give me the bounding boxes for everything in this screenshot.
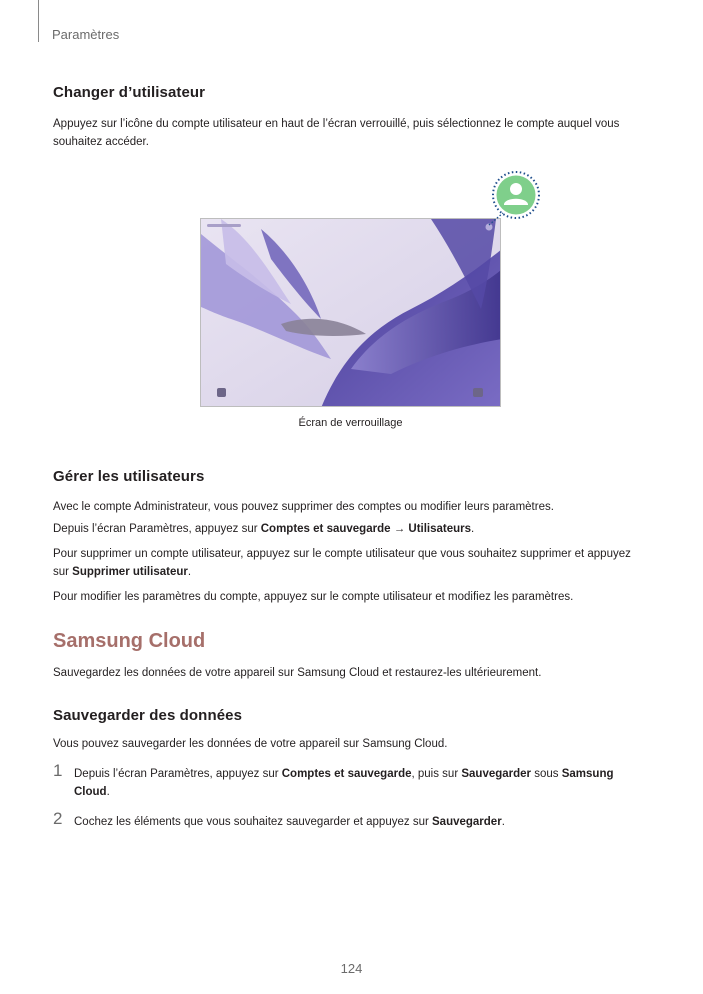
- manage-users-paragraph-2: Depuis l’écran Paramètres, appuyez sur Comptes et sauvegarde → Utilisateurs.: [53, 523, 475, 535]
- step-number-1: 1: [53, 761, 63, 780]
- switch-user-body: Appuyez sur l’icône du compte utilisateur en haut de l’écran verrouillé, puis sélectionnez le compte auquel vous souhaitez accéder.: [53, 118, 620, 148]
- section-title-backup: Sauvegarder des données: [53, 707, 243, 724]
- chapter-title-samsung-cloud: Samsung Cloud: [53, 630, 206, 652]
- backup-intro: Vous pouvez sauvegarder les données de votre appareil sur Samsung Cloud.: [53, 738, 448, 750]
- section-title-manage-users: Gérer les utilisateurs: [53, 468, 205, 485]
- step-number-2: 2: [53, 809, 63, 828]
- menu-path-accounts-backup: Comptes et sauvegarde: [260, 523, 391, 535]
- samsung-cloud-intro: Sauvegardez les données de votre appareil sur Samsung Cloud et restaurez-les ultérieurement.: [53, 667, 542, 679]
- user-account-icon: [491, 170, 541, 220]
- menu-option-delete-user: Supprimer utilisateur: [72, 566, 188, 578]
- lock-screen-illustration: [200, 218, 501, 407]
- step-1-text: Depuis l’écran Paramètres, appuyez sur Comptes et sauvegarde, puis sur Sauvegarder sous Samsung Cloud.: [74, 768, 614, 798]
- figure-caption: Écran de verrouillage: [298, 417, 403, 429]
- manage-users-paragraph-3: Pour supprimer un compte utilisateur, appuyez sur le compte utilisateur que vous souhaitez supprimer et appuyez sur Supprimer utilisateur.: [53, 548, 631, 578]
- running-header: Paramètres: [52, 27, 120, 42]
- lock-screen-wallpaper: [201, 219, 501, 407]
- manage-users-paragraph-1: Avec le compte Administrateur, vous pouvez supprimer des comptes ou modifier leurs paramètres.: [53, 501, 554, 513]
- user-account-callout: [491, 170, 541, 220]
- step-2-text: Cochez les éléments que vous souhaitez sauvegarder et appuyez sur Sauvegarder.: [74, 816, 505, 828]
- manage-users-paragraph-4: Pour modifier les paramètres du compte, appuyez sur le compte utilisateur et modifiez les paramètres.: [53, 591, 574, 603]
- margin-rule: [38, 0, 39, 42]
- menu-path-users: Utilisateurs: [408, 523, 472, 535]
- section-title-switch-user: Changer d’utilisateur: [53, 84, 206, 101]
- page-number: 124: [340, 961, 363, 976]
